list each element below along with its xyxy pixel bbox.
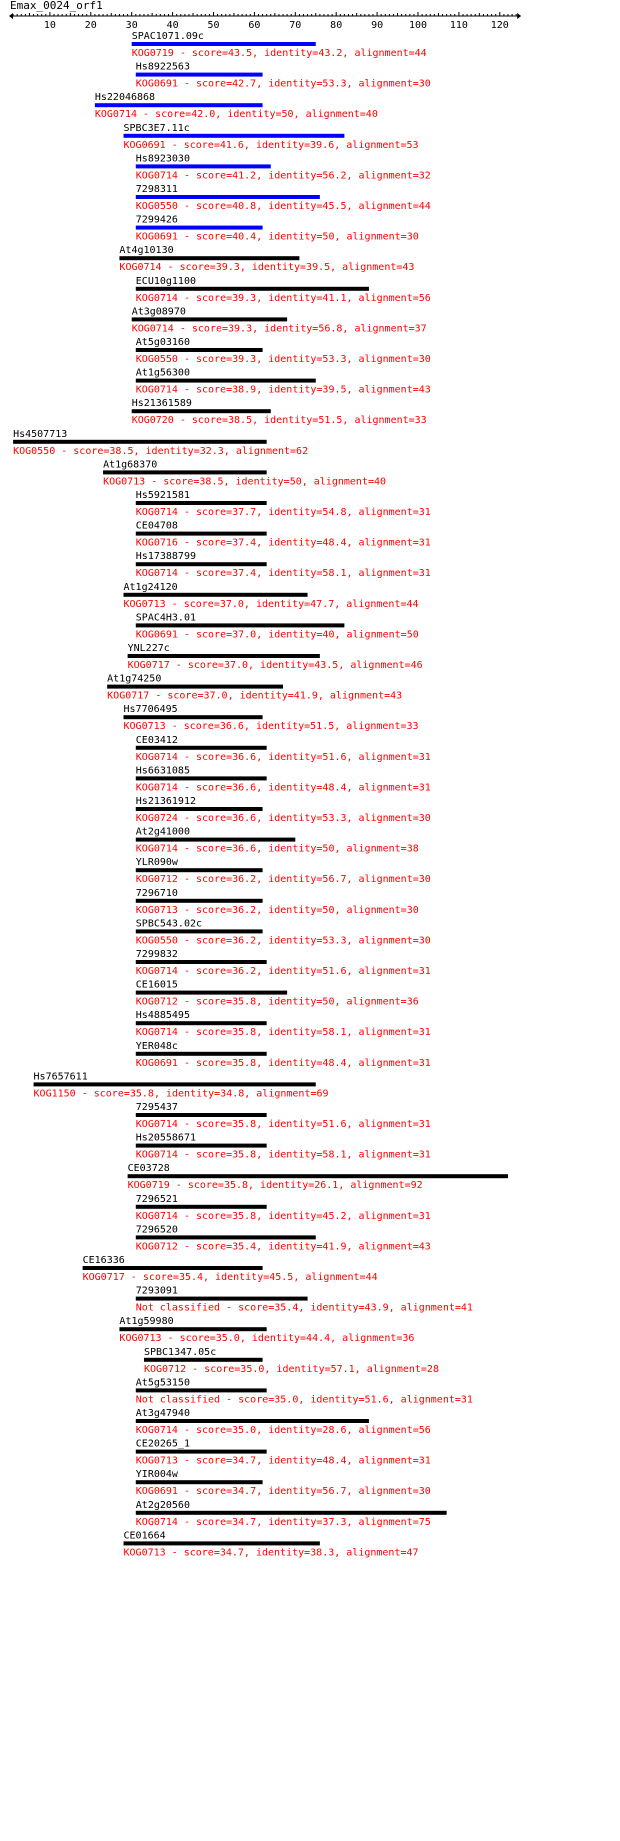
hit-row [136, 827, 419, 855]
hit-bar[interactable] [136, 164, 271, 168]
ruler-right-arrow-icon [517, 13, 521, 19]
hit-annotation: KOG0713 - score=38.5, identity=50, alignment=40 [103, 476, 387, 488]
hit-bar[interactable] [124, 715, 263, 719]
hit-name[interactable]: At2g41000 [135, 826, 190, 838]
hit-bar[interactable] [13, 440, 267, 444]
hit-annotation: KOG0714 - score=35.8, identity=58.1, alignment=31 [135, 1149, 431, 1161]
hit-name[interactable]: At3g08970 [131, 306, 186, 318]
hit-annotation: KOG0714 - score=36.2, identity=51.6, alignment=31 [135, 966, 431, 977]
hit-row [136, 337, 431, 365]
hit-row [136, 153, 431, 181]
ruler-tick-label: 120 [490, 20, 509, 31]
hit-bar[interactable] [136, 1297, 308, 1301]
hit-name[interactable]: At1g24120 [123, 581, 178, 593]
hit-row [136, 1102, 431, 1130]
hit-row [132, 306, 427, 334]
hit-row [119, 245, 414, 273]
hit-annotation: KOG0714 - score=37.7, identity=54.8, alignment=31 [135, 507, 431, 518]
hit-annotation: KOG0717 - score=37.0, identity=43.5, alignment=46 [127, 660, 423, 671]
ruler-tick-label: 30 [125, 20, 138, 31]
hit-row [136, 980, 419, 1008]
hit-annotation: KOG0713 - score=36.6, identity=51.5, alignment=33 [123, 721, 419, 733]
hit-bar[interactable] [83, 1266, 263, 1270]
hit-annotation: KOG0714 - score=39.3, identity=41.1, alignment=56 [135, 292, 431, 304]
hit-name[interactable]: CE03728 [127, 1163, 170, 1175]
hit-annotation: KOG0691 - score=34.7, identity=56.7, alignment=30 [135, 1486, 431, 1498]
hit-bar[interactable] [136, 1511, 447, 1515]
hit-bar[interactable] [136, 501, 267, 505]
hit-bar[interactable] [136, 623, 345, 627]
hit-name[interactable]: CE01664 [123, 1530, 166, 1542]
hit-name[interactable]: 7293091 [135, 1285, 178, 1297]
hit-name[interactable]: 7296521 [135, 1193, 178, 1205]
hit-row [124, 704, 419, 732]
hit-annotation: KOG0713 - score=35.0, identity=44.4, alignment=36 [119, 1333, 415, 1345]
hit-row [124, 123, 419, 151]
hit-row [136, 735, 431, 763]
hit-name[interactable]: Hs4885495 [135, 1010, 190, 1022]
hit-row [136, 612, 419, 640]
hit-annotation: KOG0714 - score=42.0, identity=50, alignment=40 [94, 109, 378, 121]
ruler-tick-label: 100 [408, 20, 428, 31]
hit-row [136, 1377, 473, 1405]
ruler-tick-label: 50 [207, 20, 220, 31]
hit-bar[interactable] [136, 899, 263, 903]
hit-bar[interactable] [128, 1174, 508, 1178]
hit-name[interactable]: Hs4507713 [13, 428, 68, 440]
hit-annotation: KOG0550 - score=38.5, identity=32.3, alignment=62 [13, 445, 309, 457]
hit-bar[interactable] [136, 746, 267, 750]
hit-row [83, 1255, 378, 1283]
hit-bar[interactable] [136, 1480, 263, 1484]
query-title: Emax_0024_orf1 [10, 0, 103, 12]
hit-row [136, 765, 431, 793]
hit-name[interactable]: 7299832 [135, 949, 178, 960]
hit-bar[interactable] [136, 1052, 267, 1056]
hit-name[interactable]: YLR090w [135, 857, 178, 869]
hit-annotation: KOG0691 - score=40.4, identity=50, alignment=30 [135, 231, 419, 243]
hit-annotation: KOG0713 - score=37.0, identity=47.7, alignment=44 [123, 598, 419, 610]
hit-row [34, 1071, 329, 1099]
hit-row [136, 1286, 473, 1314]
hit-row [136, 490, 431, 518]
hit-bar[interactable] [136, 929, 263, 933]
hit-annotation: KOG0714 - score=34.7, identity=37.3, alignment=75 [135, 1516, 431, 1528]
hit-bar[interactable] [136, 195, 320, 199]
hit-bar[interactable] [103, 470, 267, 474]
hit-bar[interactable] [136, 776, 267, 780]
hit-name[interactable]: Hs5921581 [135, 490, 190, 501]
hit-annotation: Not classified - score=35.4, identity=43.9, alignment=41 [135, 1302, 473, 1314]
hit-row [132, 398, 427, 426]
hit-list [13, 31, 508, 1558]
hit-bar[interactable] [136, 1419, 369, 1423]
hit-name[interactable]: YIR004w [135, 1469, 178, 1481]
hit-row [136, 918, 431, 946]
hit-row [136, 1010, 431, 1038]
hit-bar[interactable] [136, 73, 263, 77]
hit-bar[interactable] [136, 532, 267, 536]
hit-annotation: KOG0713 - score=34.7, identity=38.3, alignment=47 [123, 1547, 419, 1559]
hit-bar[interactable] [95, 103, 263, 107]
hit-annotation: KOG0714 - score=36.6, identity=48.4, alignment=31 [135, 782, 431, 794]
hit-row [144, 1347, 439, 1375]
hit-bar[interactable] [119, 1327, 266, 1331]
hit-annotation: Not classified - score=35.0, identity=51.6, alignment=31 [135, 1394, 473, 1406]
hit-annotation: KOG0714 - score=36.6, identity=51.6, alignment=31 [135, 751, 431, 763]
hit-row [124, 582, 419, 610]
hit-row [128, 1163, 508, 1191]
hit-name[interactable]: Hs21361912 [135, 796, 197, 807]
hit-row [136, 521, 431, 549]
hit-name[interactable]: At1g56300 [135, 367, 190, 379]
hit-name[interactable]: Hs21361589 [131, 398, 192, 410]
hit-annotation: KOG0691 - score=37.0, identity=40, alignment=50 [135, 629, 419, 641]
hit-annotation: KOG0712 - score=35.4, identity=41.9, alignment=43 [135, 1241, 431, 1253]
hit-name[interactable]: 7299426 [135, 214, 178, 226]
hit-annotation: KOG0717 - score=37.0, identity=41.9, alignment=43 [107, 690, 403, 702]
hit-name[interactable]: At1g74250 [107, 673, 162, 685]
ruler-tick-label: 80 [330, 20, 343, 31]
hit-annotation: KOG0713 - score=36.2, identity=50, alignment=30 [135, 904, 419, 916]
ruler-tick-label: 70 [289, 20, 302, 31]
hit-annotation: KOG0719 - score=43.5, identity=43.2, alignment=44 [131, 48, 427, 59]
hit-row [136, 551, 431, 579]
hit-name[interactable]: ECU10g1100 [135, 275, 197, 287]
hit-annotation: KOG0714 - score=35.0, identity=28.6, alignment=56 [135, 1425, 431, 1436]
hit-name[interactable]: SPBC1347.05c [143, 1346, 217, 1358]
hit-bar[interactable] [136, 960, 267, 964]
hit-name[interactable]: At2g20560 [135, 1499, 190, 1511]
hit-annotation: KOG0550 - score=39.3, identity=53.3, alignment=30 [135, 354, 431, 365]
hit-name[interactable]: Hs7657611 [33, 1071, 88, 1083]
hit-name[interactable]: SPBC543.02c [135, 918, 203, 930]
hit-annotation: KOG0712 - score=35.8, identity=50, alignment=36 [135, 996, 419, 1008]
hit-name[interactable]: At1g68370 [103, 459, 158, 471]
hit-row [136, 215, 419, 243]
hit-annotation: KOG0714 - score=35.8, identity=45.2, alignment=31 [135, 1210, 431, 1222]
hit-annotation: KOG0714 - score=41.2, identity=56.2, alignment=32 [135, 170, 431, 182]
hit-row [136, 888, 419, 916]
hit-row [136, 1469, 431, 1497]
hit-bar[interactable] [136, 1144, 267, 1148]
hit-name[interactable]: SPAC1071.09c [131, 31, 204, 42]
hit-name[interactable]: At4g10130 [119, 245, 174, 257]
hit-bar[interactable] [136, 1205, 267, 1209]
hit-name[interactable]: At5g03160 [135, 337, 190, 348]
hit-name[interactable]: Hs20558671 [135, 1132, 197, 1144]
hit-bar[interactable] [119, 256, 299, 260]
ruler-tick-label: 10 [43, 20, 56, 31]
hit-name[interactable]: CE16336 [82, 1255, 125, 1266]
hit-row [136, 368, 431, 396]
hit-annotation: KOG0714 - score=39.3, identity=39.5, alignment=43 [119, 262, 415, 274]
hit-bar[interactable] [136, 868, 263, 872]
hit-name[interactable]: CE03412 [135, 734, 178, 746]
hit-name[interactable]: CE16015 [135, 979, 178, 991]
hit-annotation: KOG0714 - score=35.8, identity=58.1, alignment=31 [135, 1027, 431, 1039]
hit-bar[interactable] [132, 409, 271, 413]
hit-bar[interactable] [107, 685, 283, 689]
hit-row [107, 674, 402, 702]
ruler-axis [9, 12, 521, 31]
hit-annotation: KOG0717 - score=35.4, identity=45.5, alignment=44 [82, 1272, 378, 1283]
hit-row [136, 1041, 431, 1069]
hit-bar[interactable] [136, 991, 287, 995]
hit-name[interactable]: At1g59980 [119, 1316, 174, 1328]
hit-row [124, 1530, 419, 1558]
ruler-tick-label: 40 [166, 20, 179, 31]
hit-row [13, 429, 308, 457]
hit-bar[interactable] [136, 348, 263, 352]
hit-bar[interactable] [136, 838, 296, 842]
hit-row [136, 857, 431, 885]
hit-bar[interactable] [34, 1082, 316, 1086]
hit-row [95, 92, 378, 120]
ruler-tick-label: 20 [84, 20, 97, 31]
ruler-tick-label: 90 [371, 20, 384, 31]
hit-bar[interactable] [124, 134, 345, 138]
hit-annotation: KOG0713 - score=34.7, identity=48.4, alignment=31 [135, 1455, 431, 1467]
hit-row [136, 949, 431, 977]
hit-annotation: KOG0719 - score=35.8, identity=26.1, alignment=92 [127, 1180, 423, 1192]
hit-annotation: KOG0714 - score=39.3, identity=56.8, alignment=37 [131, 323, 427, 335]
hit-annotation: KOG0550 - score=40.8, identity=45.5, alignment=44 [135, 201, 431, 212]
hit-annotation: KOG0716 - score=37.4, identity=48.4, alignment=31 [135, 537, 431, 549]
hit-annotation: KOG0714 - score=37.4, identity=58.1, alignment=31 [135, 568, 431, 580]
hit-row [136, 276, 431, 304]
ruler-left-arrow-icon [9, 13, 13, 19]
hit-bar[interactable] [136, 562, 267, 566]
hit-row [136, 1500, 447, 1528]
hit-name[interactable]: YER048c [135, 1040, 178, 1052]
hit-name[interactable]: At5g53150 [135, 1377, 190, 1389]
hit-row [136, 1408, 431, 1436]
hit-name[interactable]: CE04708 [135, 520, 178, 532]
hit-bar[interactable] [136, 226, 263, 230]
hit-annotation: KOG1150 - score=35.8, identity=34.8, alignment=69 [33, 1088, 329, 1100]
hit-annotation: KOG0714 - score=35.8, identity=51.6, alignment=31 [135, 1119, 431, 1130]
hit-annotation: KOG0712 - score=35.0, identity=57.1, alignment=28 [143, 1363, 439, 1375]
hit-name[interactable]: 7295437 [135, 1102, 178, 1113]
hit-row [136, 1439, 431, 1467]
hit-name[interactable]: CE20265_1 [135, 1438, 190, 1450]
hit-name[interactable]: SPBC3E7.11c [123, 122, 190, 134]
ruler-tick-label: 60 [248, 20, 261, 31]
hit-name[interactable]: Hs6631085 [135, 765, 190, 777]
hit-name[interactable]: 7296710 [135, 887, 178, 899]
hit-annotation: KOG0691 - score=42.7, identity=53.3, alignment=30 [135, 78, 431, 90]
hit-annotation: KOG0550 - score=36.2, identity=53.3, alignment=30 [135, 935, 431, 947]
hit-row [136, 184, 431, 212]
hit-row [136, 62, 431, 90]
hit-bar[interactable] [136, 1113, 267, 1117]
hit-annotation: KOG0714 - score=36.6, identity=50, alignment=38 [135, 843, 419, 855]
hit-bar[interactable] [132, 42, 316, 46]
hit-row [136, 796, 431, 824]
hit-bar[interactable] [128, 654, 320, 658]
hit-row [136, 1224, 431, 1252]
hit-row [128, 643, 423, 671]
hit-bar[interactable] [136, 287, 369, 291]
hit-bar[interactable] [136, 379, 316, 383]
hit-bar[interactable] [136, 807, 263, 811]
hit-name[interactable]: 7296520 [135, 1224, 178, 1236]
hit-name[interactable]: Hs8923030 [135, 153, 190, 165]
ruler-tick-label: 110 [449, 20, 468, 31]
hit-row [136, 1194, 431, 1222]
hit-name[interactable]: YNL227c [127, 643, 170, 654]
hit-bar[interactable] [132, 317, 287, 321]
hit-name[interactable]: 7298311 [135, 184, 178, 195]
hit-name[interactable]: Hs7706495 [123, 704, 178, 716]
hit-name[interactable]: Hs8922563 [135, 61, 190, 73]
hit-bar[interactable] [136, 1450, 267, 1454]
hit-annotation: KOG0691 - score=35.8, identity=48.4, alignment=31 [135, 1057, 431, 1069]
hit-bar[interactable] [136, 1235, 316, 1239]
hit-annotation: KOG0691 - score=41.6, identity=39.6, alignment=53 [123, 139, 419, 151]
hit-annotation: KOG0724 - score=36.6, identity=53.3, alignment=30 [135, 813, 431, 824]
hit-row [103, 459, 386, 487]
hit-annotation: KOG0712 - score=36.2, identity=56.7, alignment=30 [135, 874, 431, 886]
hit-annotation: KOG0720 - score=38.5, identity=51.5, alignment=33 [131, 415, 427, 427]
hit-bar[interactable] [136, 1388, 267, 1392]
hit-annotation: KOG0714 - score=38.9, identity=39.5, alignment=43 [135, 384, 431, 396]
hit-bar[interactable] [144, 1358, 263, 1362]
hit-bar[interactable] [124, 1541, 320, 1545]
hit-name[interactable]: At3g47940 [135, 1408, 190, 1419]
hit-row [136, 1133, 431, 1161]
hit-name[interactable]: SPAC4H3.01 [135, 612, 197, 624]
hit-row [119, 1316, 414, 1344]
hit-row [132, 31, 427, 59]
hit-name[interactable]: Hs22046868 [94, 92, 156, 104]
hit-bar[interactable] [124, 593, 308, 597]
hit-name[interactable]: Hs17388799 [135, 551, 197, 563]
hit-bar[interactable] [136, 1021, 267, 1025]
